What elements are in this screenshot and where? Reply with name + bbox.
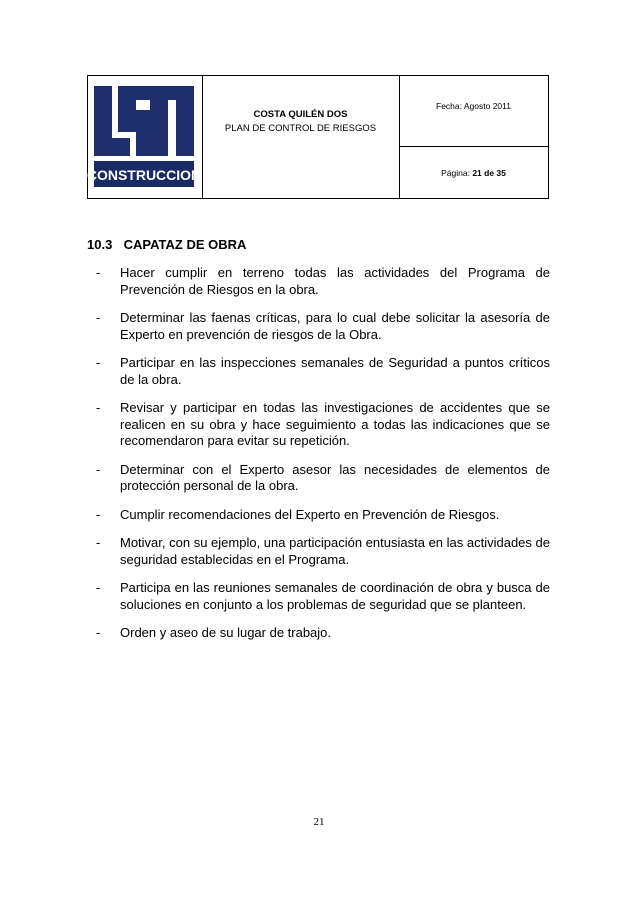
- date-label: Fecha: Agosto 2011: [436, 101, 511, 111]
- company-logo: [86, 86, 202, 187]
- logo-subtext: CONSTRUCCION: [86, 167, 202, 183]
- list-item-text: Participar en las inspecciones semanales de Seguridad a puntos críticos de la obra.: [120, 355, 550, 387]
- list-item: [96, 580, 550, 613]
- list-item-text: Revisar y participar en todas las investigaciones de accidentes que se realicen en su obra y hace seguimiento a todas las indicaciones que se recomendaron para evitar su repetición.: [120, 400, 550, 448]
- list-item-text: Participa en las reuniones semanales de coordinación de obra y busca de soluciones en conjunto a los problemas de seguridad que se planteen.: [120, 580, 550, 612]
- bullet-dash: -: [96, 310, 101, 325]
- footer-page-number: 21: [313, 816, 325, 828]
- bullet-dash: -: [96, 535, 101, 550]
- bullet-dash: -: [96, 506, 101, 522]
- responsibilities-list: [96, 265, 550, 654]
- plan-title: PLAN DE CONTROL DE RIESGOS: [224, 123, 377, 134]
- list-item-text: Determinar con el Experto asesor las necesidades de elementos de protección personal de la obra.: [120, 461, 550, 493]
- bullet-dash: -: [96, 265, 101, 280]
- list-item: [96, 507, 550, 524]
- bullet-dash: -: [96, 625, 101, 640]
- date-cell: [399, 76, 548, 147]
- list-item: [96, 535, 550, 568]
- page-label: Página:: [441, 168, 470, 178]
- section-title: CAPATAZ DE OBRA: [123, 237, 247, 252]
- page-cell: [399, 147, 548, 198]
- logo-cell: [88, 76, 203, 198]
- title-cell: [202, 76, 400, 198]
- list-item-text: Hacer cumplir en terreno todas las actividades del Programa de Prevención de Riesgos en la obra.: [120, 265, 550, 297]
- bullet-dash: -: [96, 580, 101, 595]
- list-item-text: Orden y aseo de su lugar de trabajo.: [120, 625, 332, 640]
- document-header: [87, 75, 549, 199]
- list-item-text: Motivar, con su ejemplo, una participación entusiasta en las actividades de seguridad establecidas en el Programa.: [120, 535, 550, 567]
- list-item: [96, 400, 550, 450]
- list-item-text: Cumplir recomendaciones del Experto en Prevención de Riesgos.: [120, 506, 500, 522]
- list-item: [96, 355, 550, 388]
- section-heading: [87, 237, 246, 252]
- page-value: 21 de 35: [472, 168, 506, 178]
- list-item: [96, 265, 550, 298]
- page-indicator: [399, 168, 548, 178]
- list-item: [96, 310, 550, 343]
- bullet-dash: -: [96, 461, 101, 477]
- list-item: [96, 625, 550, 642]
- section-number: 10.3: [87, 237, 113, 252]
- project-name: COSTA QUILÉN DOS: [253, 109, 348, 120]
- list-item: [96, 462, 550, 495]
- bullet-dash: -: [96, 355, 101, 370]
- bullet-dash: -: [96, 400, 101, 415]
- list-item-text: Determinar las faenas críticas, para lo cual debe solicitar la asesoría de Experto en prevención de riesgos de la Obra.: [120, 310, 550, 342]
